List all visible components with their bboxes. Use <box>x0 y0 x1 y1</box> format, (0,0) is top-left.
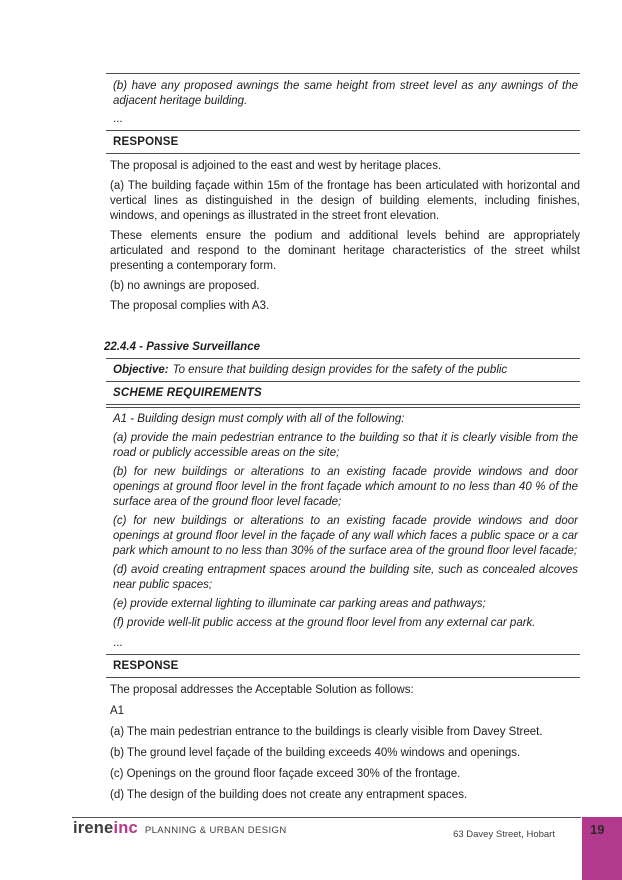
requirement-item: (b) for new buildings or alterations to an existing facade provide windows and door openings at ground floor level in the front façade which amount to no less than 40 % of the surface area of the ground floor level facade; <box>113 466 578 508</box>
requirements-block <box>106 412 580 651</box>
requirement-quote-row <box>106 73 580 131</box>
response-paragraph: (b) The ground level façade of the building exceeds 40% windows and openings. <box>110 747 521 759</box>
objective-row <box>106 358 580 382</box>
response-label: RESPONSE <box>113 659 179 672</box>
response-paragraph: (d) The design of the building does not create any entrapment spaces. <box>110 789 468 801</box>
response-label: RESPONSE <box>113 135 179 148</box>
objective-text: To ensure that building design provides for the safety of the public <box>172 363 508 376</box>
response-header-row <box>106 131 580 154</box>
requirement-a1: A1 - Building design must comply with all of the following: <box>113 413 405 425</box>
requirement-text-b: (b) have any proposed awnings the same height from street level as any awnings of the adjacent heritage building. <box>113 80 578 107</box>
double-rule <box>106 407 580 408</box>
response-paragraph: (c) Openings on the ground floor façade exceed 30% of the frontage. <box>110 768 461 780</box>
section-heading: 22.4.4 - Passive Surveillance <box>104 341 260 353</box>
response-paragraph: A1 <box>110 705 125 717</box>
content-column <box>106 0 580 803</box>
requirement-item: (f) provide well-lit public access at the ground floor level from any external car park. <box>113 617 536 629</box>
footer-brand <box>73 821 287 838</box>
response-paragraph: (b) no awnings are proposed. <box>110 280 260 292</box>
brand-suffix: inc <box>113 819 138 837</box>
response-body <box>110 159 580 314</box>
brand-tagline: PLANNING & URBAN DESIGN <box>144 825 287 836</box>
response-paragraph: (a) The building façade within 15m of the frontage has been articulated with horizontal and vertical lines as distinguished in the design of building elements, including finishes, windows, and openings as illustrated in the street front elevation. <box>110 180 580 222</box>
objective-label: Objective: <box>113 363 169 376</box>
requirement-item: (e) provide external lighting to illuminate car parking areas and pathways; <box>113 598 486 610</box>
ellipsis-marker: ... <box>113 637 123 649</box>
response-header-row <box>106 654 580 678</box>
response-paragraph: The proposal addresses the Acceptable Solution as follows: <box>110 684 414 696</box>
footer-rule <box>72 817 581 818</box>
page-number: 19 <box>590 822 605 837</box>
footer-address: 63 Davey Street, Hobart <box>453 829 555 840</box>
requirement-item: (d) avoid creating entrapment spaces around the building site, such as concealed alcoves near public spaces; <box>113 564 578 591</box>
ellipsis-marker: ... <box>113 113 123 125</box>
brand-name: irene <box>73 819 114 837</box>
requirement-item: (c) for new buildings or alterations to an existing facade provide windows and door openings at ground floor level in the façade of any wall which faces a public space or a car park which amount to no less than 30% of the surface area of the ground floor level facade; <box>113 515 578 557</box>
scheme-requirements-row <box>106 382 580 405</box>
scheme-requirements-label: SCHEME REQUIREMENTS <box>113 386 262 399</box>
response-body <box>110 683 580 803</box>
response-paragraph: These elements ensure the podium and additional levels behind are appropriately articulated and respond to the dominant heritage characteristics of the street whilst presenting a contemporary form. <box>110 230 580 272</box>
response-paragraph: The proposal complies with A3. <box>110 300 270 312</box>
page-number-block <box>582 817 622 880</box>
response-paragraph: (a) The main pedestrian entrance to the buildings is clearly visible from Davey Street. <box>110 726 543 738</box>
response-paragraph: The proposal is adjoined to the east and west by heritage places. <box>110 160 442 172</box>
requirement-item: (a) provide the main pedestrian entrance to the building so that it is clearly visible from the road or publicly accessible areas on the site; <box>113 432 578 459</box>
